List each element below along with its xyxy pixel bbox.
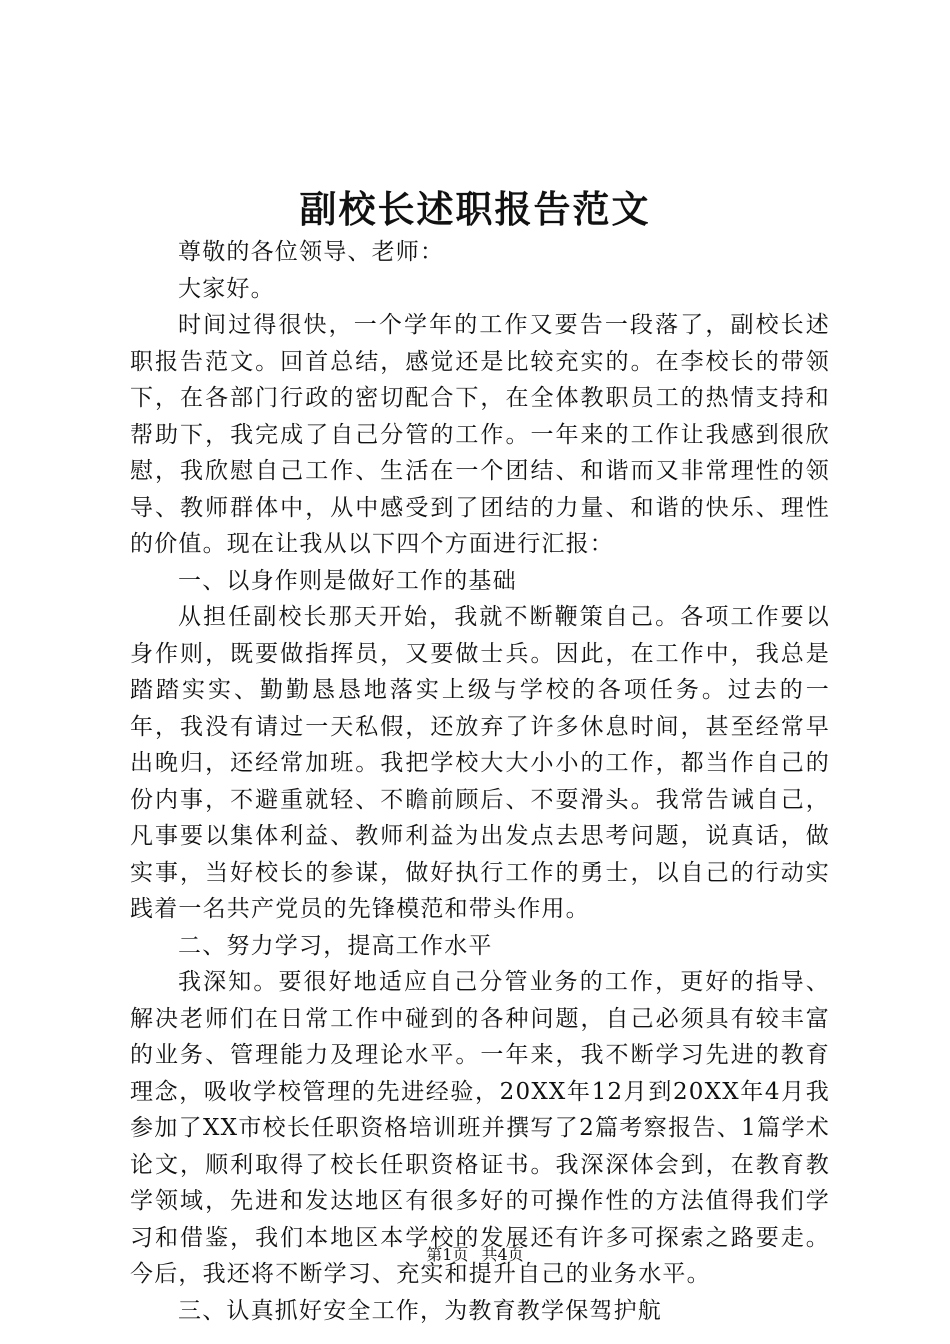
section-paragraph-2: 我深知。要很好地适应自己分管业务的工作，更好的指导、解决老师们在日常工作中碰到的各种问题，自己必须具有较丰富的业务、管理能力及理论水平。一年来，我不断学习先进的教育理念，吸收学校管理的先进经验，20XX年12月到20XX年4月我参加了XX市校长任职资格培训班并撰写了2篇考察报告、1篇学术论文，顺利取得了校长任职资格证书。我深深体会到，在教育教学领域，先进和发达地区有很多好的可操作性的方法值得我们学习和借鉴，我们本地区本学校的发展还有许多可探索之路要走。今后，我还将不断学习、充实和提升自己的业务水平。 (130, 969, 830, 1287)
salutation: 尊敬的各位领导、老师： (178, 239, 445, 265)
document-body (130, 234, 830, 1329)
section-paragraph-1: 从担任副校长那天开始，我就不断鞭策自己。各项工作要以身作则，既要做指挥员，又要做士兵。因此，在工作中，我总是踏踏实实、勤勤恳恳地落实上级与学校的各项任务。过去的一年，我没有请过一天私假，还放弃了许多休息时间，甚至经常早出晚归，还经常加班。我把学校大大小小的工作，都当作自己的份内事，不避重就轻、不瞻前顾后、不耍滑头。我常告诫自己，凡事要以集体利益、教师利益为出发点去思考问题，说真话，做实事，当好校长的参谋，做好执行工作的勇士，以自己的行动实践着一名共产党员的先锋模范和带头作用。 (130, 604, 830, 922)
page-number: 第1页 (426, 1245, 469, 1264)
page-footer (0, 1244, 950, 1266)
section-heading-3: 三、认真抓好安全工作，为教育教学保驾护航 (178, 1297, 662, 1324)
section-heading-2: 二、努力学习，提高工作水平 (178, 932, 493, 959)
document-title: 副校长述职报告范文 (299, 187, 651, 231)
section-heading-1: 一、以身作则是做好工作的基础 (178, 567, 517, 594)
page-total: 共4页 (481, 1245, 524, 1264)
greeting: 大家好。 (178, 275, 275, 302)
intro-paragraph: 时间过得很快，一个学年的工作又要告一段落了，副校长述职报告范文。回首总结，感觉还是比较充实的。在李校长的带领下，在各部门行政的密切配合下，在全体教职员工的热情支持和帮助下，我完成了自己分管的工作。一年来的工作让我感到很欣慰，我欣慰自己工作、生活在一个团结、和谐而又非常理性的领导、教师群体中，从中感受到了团结的力量、和谐的快乐、理性的价值。现在让我从以下四个方面进行汇报： (130, 312, 830, 557)
